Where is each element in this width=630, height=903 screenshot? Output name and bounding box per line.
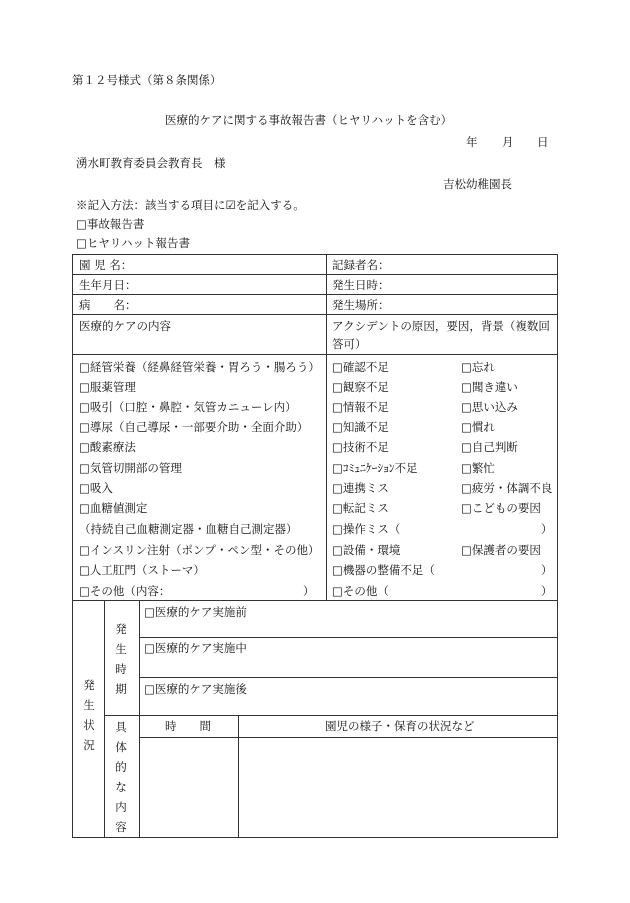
cause-left-2[interactable]: □情報不足 (332, 400, 389, 414)
date-year: 年 (466, 135, 478, 149)
cause-right-8: ） (541, 522, 553, 536)
timing-label: 発生時期 (115, 622, 127, 696)
care-item-catheterization[interactable]: □導尿（自己導尿・一部要介助・全面介助） (79, 420, 309, 434)
disease-field[interactable]: 病 名： (79, 298, 137, 312)
cause-right-3[interactable]: □慣れ (461, 420, 495, 434)
care-item-glucose[interactable]: □血糖値測定 (79, 501, 148, 515)
care-item-other-close: ） (303, 584, 315, 598)
cause-right-9[interactable]: □保護者の要因 (461, 543, 541, 557)
recorder-field[interactable]: 記録者名： (332, 258, 390, 272)
care-item-inhalation[interactable]: □吸入 (79, 481, 113, 495)
cause-right-11: ） (541, 584, 553, 598)
form-number: 第１２号様式（第８条関係） (72, 73, 222, 87)
cause-left-1[interactable]: □観察不足 (332, 380, 389, 394)
near-miss-report-checkbox[interactable]: □ヒヤリハット報告書 (76, 236, 191, 250)
care-item-insulin[interactable]: □インスリン注射（ポンプ・ペン型・その他） (79, 543, 320, 557)
cause-left-3[interactable]: □知識不足 (332, 420, 389, 434)
occurrence-place-field[interactable]: 発生場所： (332, 298, 390, 312)
cause-header-line1: アクシデントの原因，要因，背景（複数回 (332, 319, 550, 333)
instruction-text: ※記入方法：該当する項目に☑を記入する。 (76, 198, 305, 212)
accident-report-checkbox[interactable]: □事故報告書 (76, 217, 145, 231)
situation-label: 発生状況 (83, 678, 95, 752)
cause-right-2[interactable]: □思い込み (461, 400, 518, 414)
occurrence-datetime-field[interactable]: 発生日時： (332, 278, 390, 292)
care-item-glucose-detail: （持続自己血糖測定器・血糖自己測定器） (79, 522, 298, 536)
timing-during[interactable]: □医療的ケア実施中 (144, 641, 247, 655)
timing-after[interactable]: □医療的ケア実施後 (144, 682, 247, 696)
detail-label: 具体的な内容 (115, 720, 127, 834)
cause-left-9[interactable]: □設備・環境 (332, 543, 401, 557)
cause-left-7[interactable]: □転記ミス (332, 501, 389, 515)
date-day: 日 (537, 135, 549, 149)
care-item-suction[interactable]: □吸引（口腔・鼻腔・気管カニューレ内） (79, 400, 297, 414)
care-item-stoma[interactable]: □人工肛門（ストーマ） (79, 563, 205, 577)
cause-left-5[interactable]: □ｺﾐｭﾆｹｰｼｮﾝ不足 (332, 461, 418, 475)
cause-right-5[interactable]: □繁忙 (461, 461, 495, 475)
cause-left-6[interactable]: □連携ミス (332, 481, 389, 495)
document-title: 医療的ケアに関する事故報告書（ヒヤリハットを含む） (165, 113, 453, 127)
care-item-medication[interactable]: □服薬管理 (79, 380, 136, 394)
time-column-header: 時 間 (165, 719, 211, 733)
sender: 吉松幼稚園長 (443, 177, 512, 191)
care-item-tube-feeding[interactable]: □経管栄養（経鼻経管栄養・胃ろう・腸ろう） (79, 360, 320, 374)
cause-left-10[interactable]: □機器の整備不足（ (332, 563, 435, 577)
child-name-field[interactable]: 園 児 名： (79, 258, 133, 272)
report-form (72, 254, 558, 838)
addressee: 湧水町教育委員会教育長 様 (76, 156, 226, 170)
timing-before[interactable]: □医療的ケア実施前 (144, 605, 247, 619)
care-content-header: 医療的ケアの内容 (79, 319, 171, 333)
cause-right-10: ） (541, 563, 553, 577)
cause-right-0[interactable]: □忘れ (461, 360, 495, 374)
cause-left-4[interactable]: □技術不足 (332, 440, 389, 454)
cause-right-4[interactable]: □自己判断 (461, 440, 518, 454)
care-item-oxygen[interactable]: □酸素療法 (79, 440, 136, 454)
state-column-header: 園児の様子・保育の状況など (325, 719, 475, 733)
cause-right-7[interactable]: □こどもの要因 (461, 501, 541, 515)
cause-left-11[interactable]: □その他（ (332, 584, 389, 598)
care-item-other[interactable]: □その他（内容： (79, 584, 171, 598)
care-item-tracheostomy[interactable]: □気管切開部の管理 (79, 461, 182, 475)
date-month: 月 (502, 135, 514, 149)
cause-right-1[interactable]: □聞き違い (461, 380, 518, 394)
birthdate-field[interactable]: 生年月日： (79, 278, 137, 292)
cause-left-8[interactable]: □操作ミス（ (332, 522, 401, 536)
cause-right-6[interactable]: □疲労・体調不良 (461, 481, 553, 495)
cause-left-0[interactable]: □確認不足 (332, 360, 389, 374)
cause-header-line2: 答可） (332, 337, 367, 351)
